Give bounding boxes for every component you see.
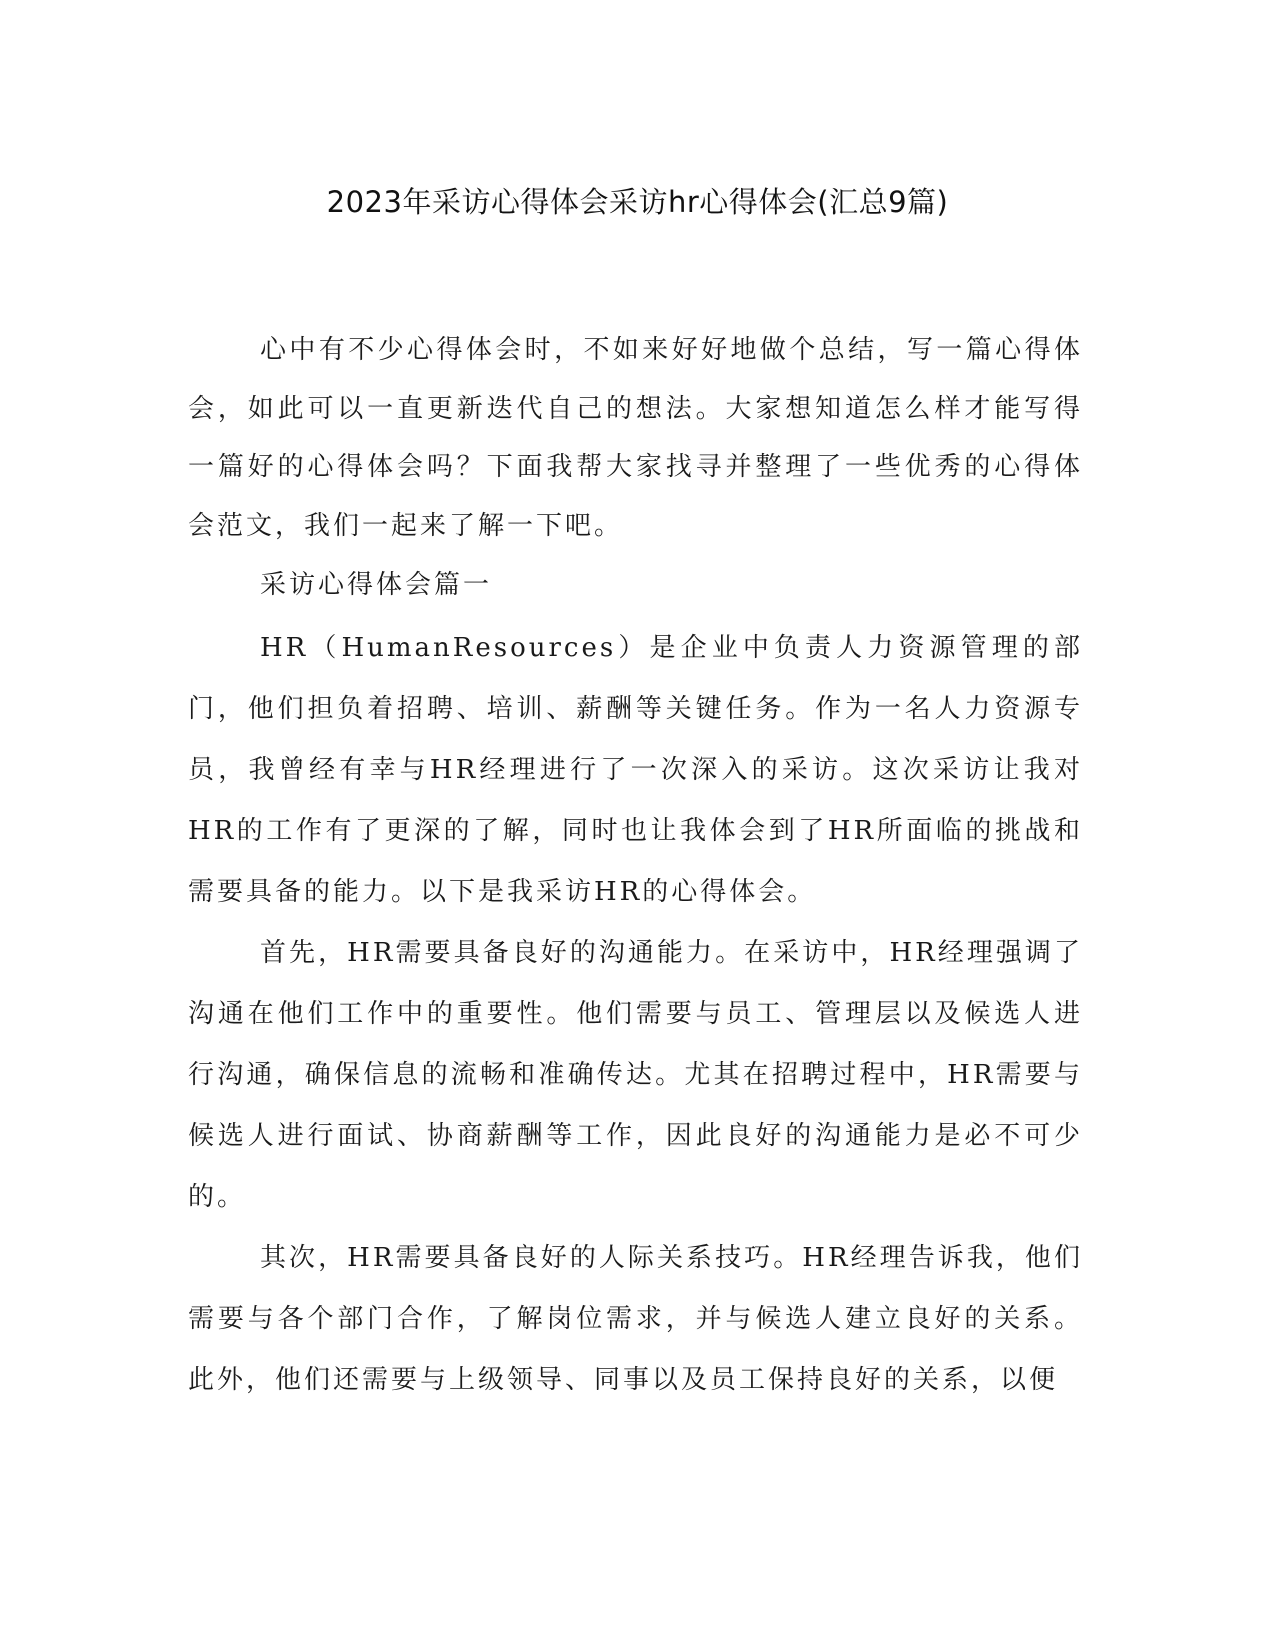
document-title: 2023年采访心得体会采访hr心得体会(汇总9篇) — [326, 185, 949, 219]
body-paragraph: 其次，HR需要具备良好的人际关系技巧。HR经理告诉我，他们需要与各个部门合作，了解岗位需求，并与候选人建立良好的关系。此外，他们还需要与上级领导、同事以及员工保持良好的关系，以便 — [188, 1242, 1083, 1395]
intro-paragraph: 心中有不少心得体会时，不如来好好地做个总结，写一篇心得体会，如此可以一直更新迭代自己的想法。大家想知道怎么样才能写得一篇好的心得体会吗？下面我帮大家找寻并整理了一些优秀的心得体会范文，我们一起来了解一下吧。 — [188, 335, 1083, 541]
body-paragraph: 首先，HR需要具备良好的沟通能力。在采访中，HR经理强调了沟通在他们工作中的重要性。他们需要与员工、管理层以及候选人进行沟通，确保信息的流畅和准确传达。尤其在招聘过程中，HR需要与候选人进行面试、协商薪酬等工作，因此良好的沟通能力是必不可少的。 — [188, 937, 1083, 1212]
body-paragraph: HR（HumanResources）是企业中负责人力资源管理的部门，他们担负着招聘、培训、薪酬等关键任务。作为一名人力资源专员，我曾经有幸与HR经理进行了一次深入的采访。这次采访让我对HR的工作有了更深的了解，同时也让我体会到了HR所面临的挑战和需要具备的能力。以下是我采访HR的心得体会。 — [188, 632, 1083, 907]
document-body — [188, 321, 1083, 1411]
section-heading: 采访心得体会篇一 — [260, 570, 493, 600]
